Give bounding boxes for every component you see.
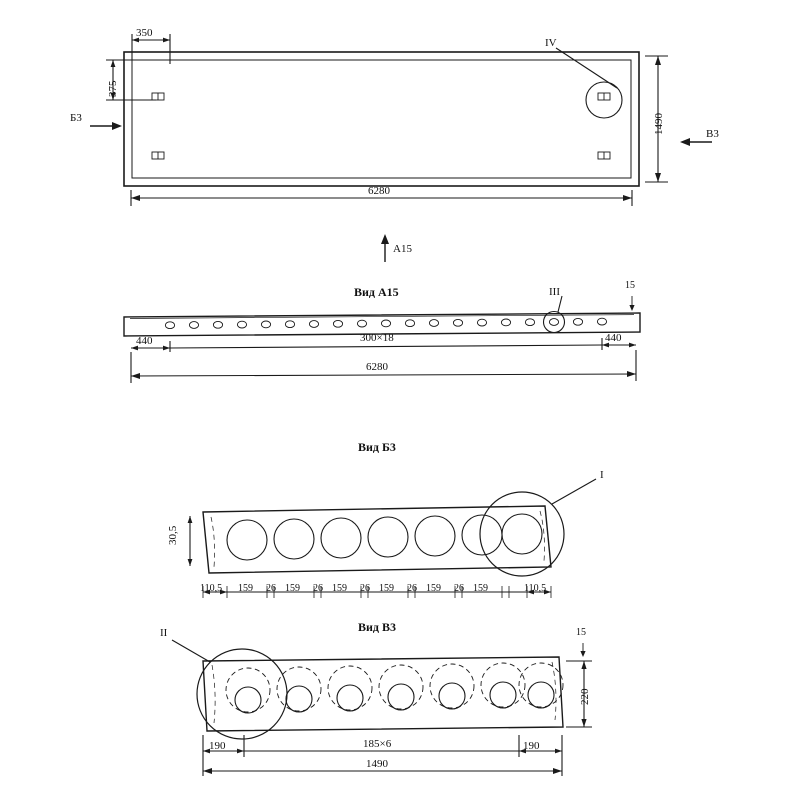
plan-dim-375: 375 (107, 80, 119, 97)
b3-chain-4: 26 (313, 583, 323, 594)
detail-marker-i: I (600, 469, 604, 481)
b3-chain-11: 159 (473, 583, 488, 594)
b3-chain-2: 26 (266, 583, 276, 594)
a15-dim-left-440: 440 (136, 335, 153, 347)
b3-chain-10: 26 (454, 583, 464, 594)
plan-arrow-label-v3: В3 (706, 128, 719, 140)
v3-dim-left: 190 (209, 740, 226, 752)
v3-view-geometry (172, 640, 592, 776)
a15-dim-right-440: 440 (605, 332, 622, 344)
b3-view-geometry (188, 479, 596, 598)
detail-marker-ii: II (160, 627, 168, 639)
detail-marker-iv: IV (545, 37, 557, 49)
a15-arrow (381, 234, 389, 262)
b3-chain-7: 159 (379, 583, 394, 594)
b3-chain-0: 110,5 (200, 583, 223, 594)
b3-chain-12: 110,5 (524, 583, 547, 594)
b3-chain-8: 26 (407, 583, 417, 594)
detail-marker-iii: III (549, 286, 560, 298)
v3-dim-middle: 185×6 (363, 738, 392, 750)
a15-thickness-15: 15 (625, 280, 635, 291)
b3-chain-9: 159 (426, 583, 441, 594)
b3-chain-3: 159 (285, 583, 300, 594)
b3-chain-5: 159 (332, 583, 347, 594)
v3-dim-total: 1490 (366, 758, 388, 770)
v3-caption: Вид В3 (358, 620, 396, 634)
plan-view-geometry (90, 34, 712, 206)
a15-dim-spacing: 300×18 (360, 332, 394, 344)
v3-dim-right: 190 (523, 740, 540, 752)
a15-caption: Вид А15 (354, 285, 399, 299)
a15-arrow-label: А15 (393, 243, 412, 255)
a15-dim-total: 6280 (366, 361, 388, 373)
plan-dim-6280: 6280 (368, 185, 390, 197)
b3-chain-6: 26 (360, 583, 370, 594)
plan-dim-1490: 1490 (653, 113, 665, 135)
plan-arrow-label-b3: Б3 (70, 112, 82, 124)
plan-dim-350: 350 (136, 27, 153, 39)
b3-chain-1: 159 (238, 583, 253, 594)
v3-thickness-15: 15 (576, 627, 586, 638)
b3-caption: Вид Б3 (358, 440, 396, 454)
b3-dim-height: 30,5 (167, 525, 179, 545)
v3-dim-height: 220 (579, 688, 591, 705)
